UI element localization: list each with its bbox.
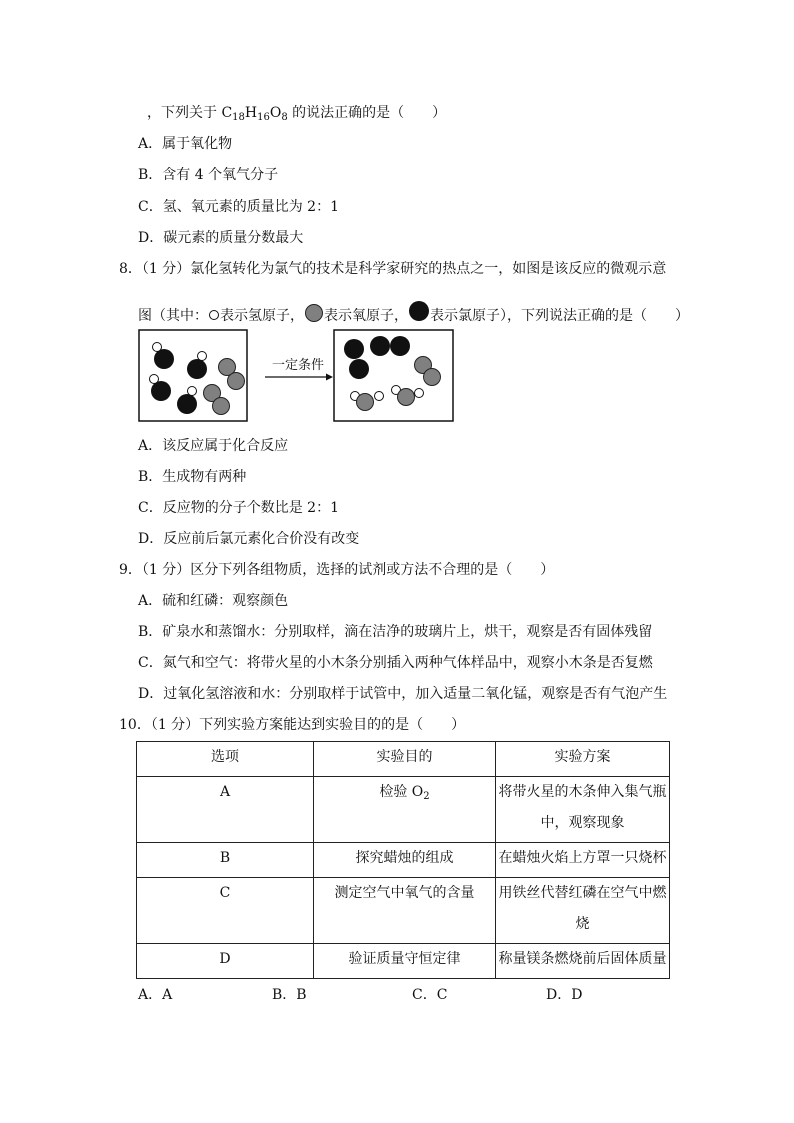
- row-c-purpose: 测定空气中氧气的含量: [314, 878, 496, 944]
- arrow-label: 一定条件: [271, 358, 325, 373]
- row-d-purpose: 验证质量守恒定律: [314, 944, 496, 979]
- q7-option-c[interactable]: C．氢、氧元素的质量比为 2：1: [138, 199, 339, 215]
- row-b-purpose: 探究蜡烛的组成: [314, 843, 496, 878]
- q7-option-a[interactable]: A．属于氧化物: [138, 136, 233, 152]
- header-purpose: 实验目的: [314, 742, 496, 777]
- reaction-arrow-head: [326, 374, 333, 381]
- oxygen-atom-icon: [304, 303, 324, 323]
- q8-option-d[interactable]: D．反应前后氯元素化合价没有改变: [138, 531, 360, 547]
- product-molecules: [344, 336, 441, 411]
- q8-option-b[interactable]: B．生成物有两种: [138, 469, 247, 485]
- row-c-option: C: [137, 878, 314, 944]
- row-d-plan: 称量镁条燃烧前后固体质量: [496, 944, 670, 979]
- q10-answer-d[interactable]: D．D: [546, 987, 583, 1003]
- q8-option-a[interactable]: A．该反应属于化合反应: [138, 438, 289, 454]
- q9-option-c[interactable]: C．氮气和空气：将带火星的小木条分别插入两种气体样品中，观察小木条是否复燃: [138, 655, 653, 671]
- q10-answer-a[interactable]: A．A: [138, 987, 173, 1003]
- reaction-diagram: [138, 329, 456, 425]
- table-header-row: [137, 742, 670, 777]
- q10-answer-b[interactable]: B．B: [272, 987, 307, 1003]
- table-row: [137, 777, 670, 843]
- q9-option-b[interactable]: B．矿泉水和蒸馏水：分别取样，滴在洁净的玻璃片上，烘干，观察是否有固体残留: [138, 624, 653, 640]
- table-row: [137, 944, 670, 979]
- row-a-option: A: [137, 777, 314, 843]
- row-b-option: B: [137, 843, 314, 878]
- q10-answer-c[interactable]: C．C: [412, 987, 448, 1003]
- table-row: [137, 843, 670, 878]
- chlorine-atom-icon: [408, 300, 430, 322]
- header-option: 选项: [137, 742, 314, 777]
- reactant-molecules: [150, 343, 245, 415]
- q7-stem: ，下列关于 $C_{18}H_{16}O_8$ 的说法正确的是（ ）: [147, 105, 447, 123]
- q9-option-a[interactable]: A．硫和红磷：观察颜色: [138, 593, 289, 609]
- row-a-purpose: 检验 $O_2$: [314, 777, 496, 843]
- q8-stem-line1: 8．（1 分）氯化氢转化为氯气的技术是科学家研究的热点之一，如图是该反应的微观示意: [119, 261, 667, 277]
- q8-stem-line2: 图（其中： 表示氢原子， 表示氧原子， 表示氯原子），下列说法正确的是（ ）: [138, 300, 689, 325]
- header-plan: 实验方案: [496, 742, 670, 777]
- row-d-option: D: [137, 944, 314, 979]
- q8-option-c[interactable]: C．反应物的分子个数比是 2：1: [138, 500, 339, 516]
- row-c-plan: 用铁丝代替红磷在空气中燃 烧: [496, 878, 670, 944]
- q9-stem: 9．（1 分）区分下列各组物质，选择的试剂或方法不合理的是（ ）: [119, 562, 555, 578]
- experiment-table: [136, 741, 670, 979]
- row-b-plan: 在蜡烛火焰上方罩一只烧杯: [496, 843, 670, 878]
- row-a-plan: 将带火星的木条伸入集气瓶 中，观察现象: [496, 777, 670, 843]
- hydrogen-atom-icon: [208, 309, 220, 321]
- q7-option-b[interactable]: B．含有 4 个氧气分子: [138, 167, 279, 183]
- q10-stem: 10．（1 分）下列实验方案能达到实验目的的是（ ）: [119, 717, 466, 733]
- q7-option-d[interactable]: D．碳元素的质量分数最大: [138, 230, 304, 246]
- table-row: [137, 878, 670, 944]
- q9-option-d[interactable]: D．过氧化氢溶液和水：分别取样于试管中，加入适量二氧化锰，观察是否有气泡产生: [138, 686, 668, 702]
